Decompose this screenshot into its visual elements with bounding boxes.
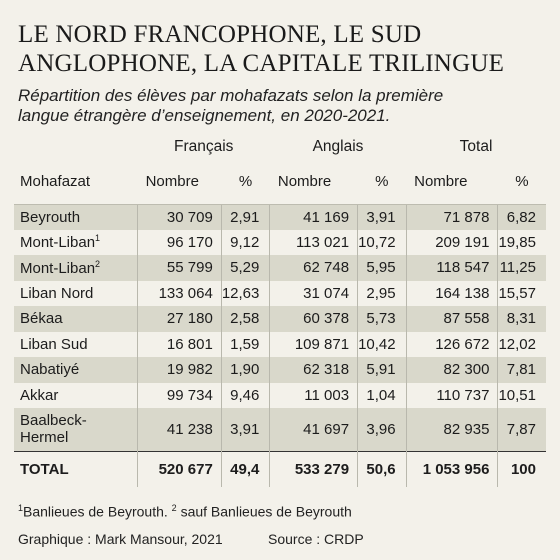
row-en-pct: 5,73	[358, 306, 407, 332]
row-fr-nombre: 96 170	[138, 230, 222, 256]
row-total-nombre: 126 672	[406, 332, 498, 358]
row-name-text: Liban Sud	[20, 335, 88, 353]
row-fr-nombre: 99 734	[138, 383, 222, 409]
row-fr-pct: 2,91	[221, 204, 270, 230]
credit: Graphique : Mark Mansour, 2021	[18, 531, 223, 547]
row-name-footnote-marker: 2	[95, 258, 101, 269]
table-row	[14, 332, 546, 358]
row-name-text-2: Hermel	[20, 429, 69, 447]
column-header-total-nombre: Nombre	[414, 173, 468, 191]
row-fr-pct: 9,12	[221, 230, 270, 256]
table-row	[14, 255, 546, 281]
headline-line-1: LE NORD FRANCOPHONE, LE SUD	[18, 21, 422, 48]
row-fr-nombre: 55 799	[138, 255, 222, 281]
group-header-francais: Français	[173, 138, 234, 155]
table-row	[14, 357, 546, 383]
row-name	[14, 357, 138, 383]
row-total-pct: 15,57	[498, 281, 546, 307]
row-name	[14, 332, 138, 358]
total-total-nombre: 1 053 956	[406, 451, 498, 487]
total-label: TOTAL	[14, 451, 138, 487]
row-total-nombre: 164 138	[406, 281, 498, 307]
row-name-text: Akkar	[20, 386, 59, 404]
row-name-footnote-marker: 1	[95, 233, 101, 244]
row-name-text: Nabatiyé	[20, 361, 80, 379]
row-en-pct: 3,91	[358, 204, 407, 230]
row-name-text: Liban Nord	[20, 284, 94, 302]
row-name	[14, 230, 138, 256]
total-row	[14, 451, 546, 487]
column-header-en-pct: %	[375, 173, 389, 191]
row-fr-nombre: 19 982	[138, 357, 222, 383]
footnote-text-1: Banlieues de Beyrouth.	[23, 503, 168, 520]
row-name-text: Békaa	[20, 310, 63, 328]
row-name	[14, 281, 138, 307]
row-total-nombre: 209 191	[406, 230, 498, 256]
row-total-nombre: 71 878	[406, 204, 498, 230]
row-fr-nombre: 41 238	[138, 408, 222, 451]
row-fr-pct: 5,29	[221, 255, 270, 281]
row-total-pct: 7,81	[498, 357, 546, 383]
table-row	[14, 408, 546, 451]
row-total-nombre: 118 547	[406, 255, 498, 281]
row-name-text: Beyrouth	[20, 208, 81, 226]
row-fr-pct: 12,63	[221, 281, 270, 307]
row-en-pct: 10,42	[358, 332, 407, 358]
row-fr-nombre: 133 064	[138, 281, 222, 307]
total-fr-nombre: 520 677	[138, 451, 222, 487]
column-header-en-nombre: Nombre	[277, 173, 332, 191]
row-en-nombre: 109 871	[270, 332, 358, 358]
row-fr-pct: 3,91	[221, 408, 270, 451]
row-total-pct: 7,87	[498, 408, 546, 451]
row-en-nombre: 41 169	[270, 204, 358, 230]
row-fr-nombre: 30 709	[138, 204, 222, 230]
row-en-pct: 2,95	[358, 281, 407, 307]
row-fr-pct: 1,90	[221, 357, 270, 383]
row-en-nombre: 41 697	[270, 408, 358, 451]
row-fr-pct: 2,58	[221, 306, 270, 332]
total-total-pct: 100	[498, 451, 546, 487]
row-total-pct: 11,25	[498, 255, 546, 281]
headline-line-2: ANGLOPHONE, LA CAPITALE TRILINGUE	[18, 50, 505, 77]
column-header-fr-nombre: Nombre	[145, 173, 199, 191]
table-row	[14, 383, 546, 409]
headline	[18, 20, 548, 78]
footnote-text-2: sauf Banlieues de Beyrouth	[180, 503, 352, 520]
row-fr-nombre: 16 801	[138, 332, 222, 358]
row-en-nombre: 62 748	[270, 255, 358, 281]
total-en-nombre: 533 279	[270, 451, 358, 487]
row-en-pct: 1,04	[358, 383, 407, 409]
row-fr-pct: 1,59	[221, 332, 270, 358]
row-name	[14, 408, 138, 451]
row-total-nombre: 110 737	[406, 383, 498, 409]
row-total-nombre: 82 935	[406, 408, 498, 451]
row-en-nombre: 11 003	[270, 383, 358, 409]
source: Source : CRDP	[268, 531, 364, 547]
row-fr-pct: 9,46	[221, 383, 270, 409]
row-name-text: Mont-Liban	[20, 259, 96, 277]
total-fr-pct: 49,4	[221, 451, 270, 487]
row-fr-nombre: 27 180	[138, 306, 222, 332]
row-en-nombre: 62 318	[270, 357, 358, 383]
row-name	[14, 383, 138, 409]
column-header-row	[14, 160, 546, 204]
row-en-nombre: 113 021	[270, 230, 358, 256]
subtitle-line-1: Répartition des élèves par mohafazats selon la première	[18, 86, 444, 105]
table-row	[14, 281, 546, 307]
row-total-nombre: 87 558	[406, 306, 498, 332]
row-en-pct: 10,72	[358, 230, 407, 256]
column-header-fr-pct: %	[238, 173, 253, 191]
group-header-anglais: Anglais	[312, 138, 364, 155]
row-total-pct: 8,31	[498, 306, 546, 332]
footnote	[18, 503, 352, 520]
row-en-pct: 5,95	[358, 255, 407, 281]
column-header-total-pct: %	[515, 173, 529, 191]
row-total-pct: 10,51	[498, 383, 546, 409]
footnote-marker-2: 2	[171, 503, 177, 513]
subtitle	[18, 86, 548, 126]
column-header-mohafazat: Mohafazat	[20, 173, 91, 191]
row-name	[14, 255, 138, 281]
footnote-marker-1: 1	[18, 503, 24, 513]
row-en-pct: 5,91	[358, 357, 407, 383]
row-name-text: Baalbeck-	[20, 412, 87, 430]
group-header-row	[14, 134, 546, 160]
row-en-nombre: 60 378	[270, 306, 358, 332]
row-total-pct: 19,85	[498, 230, 546, 256]
row-name	[14, 306, 138, 332]
row-en-pct: 3,96	[358, 408, 407, 451]
row-total-pct: 12,02	[498, 332, 546, 358]
table-row	[14, 204, 546, 230]
table-row	[14, 230, 546, 256]
row-name	[14, 204, 138, 230]
row-en-nombre: 31 074	[270, 281, 358, 307]
group-header-total: Total	[459, 138, 493, 155]
total-en-pct: 50,6	[358, 451, 407, 487]
subtitle-line-2: langue étrangère d’enseignement, en 2020-2021.	[18, 106, 391, 125]
row-total-pct: 6,82	[498, 204, 546, 230]
row-name-text: Mont-Liban	[20, 234, 96, 252]
table-row	[14, 306, 546, 332]
row-total-nombre: 82 300	[406, 357, 498, 383]
data-table	[14, 134, 546, 487]
